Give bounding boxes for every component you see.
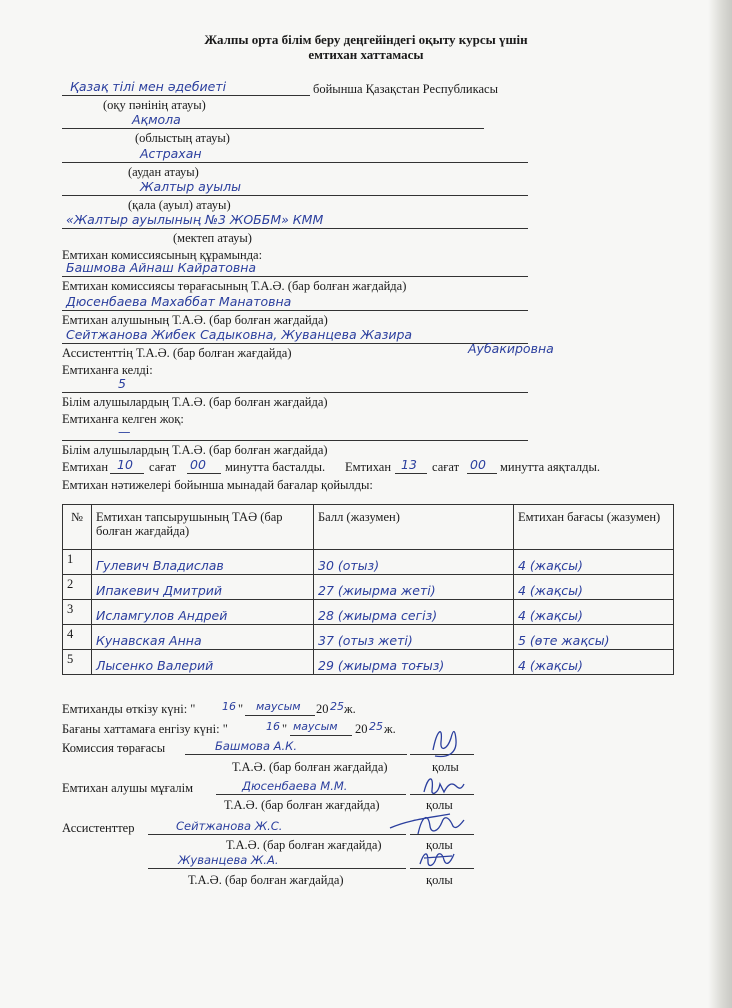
time-end-min-underline — [467, 473, 497, 474]
table-row — [63, 575, 674, 600]
assistants-underline — [62, 343, 528, 344]
assistants-caption: Ассистенттің Т.А.Ә. (бар болған жағдайда) — [62, 346, 292, 360]
chair-name-value: Башмова А.К. — [215, 739, 297, 753]
row-num: 3 — [63, 600, 92, 625]
region-underline — [62, 128, 484, 129]
assistants-value: Сейтжанова Жибек Садыковна, Жуванцева Жазира — [66, 327, 413, 342]
examiner-value: Дюсенбаева Махаббат Манатовна — [66, 294, 292, 309]
assistant2-name-underline — [148, 868, 406, 869]
row-grade: 5 (өте жақсы) — [514, 625, 674, 650]
assistant1-name-underline — [148, 834, 406, 835]
commission-chair-underline — [62, 276, 528, 277]
region-caption: (облыстың атауы) — [135, 131, 230, 145]
examiner-underline — [62, 310, 528, 311]
exam-date-label: Емтиханды өткізу күні: " — [62, 702, 196, 716]
attendance-absent-caption: Білім алушылардың Т.А.Ә. (бар болған жағдайда) — [62, 443, 328, 457]
row-num: 5 — [63, 650, 92, 675]
attendance-came-value: 5 — [118, 376, 126, 391]
header-grade: Емтихан бағасы (жазумен) — [514, 505, 674, 550]
examiner-sign-caption: қолы — [426, 798, 453, 812]
exam-date-month: маусым — [256, 700, 301, 713]
time-hour-word-1: сағат — [149, 460, 177, 474]
time-end-suffix: минутта аяқталды. — [500, 460, 601, 474]
header-num: № — [63, 505, 92, 550]
assistant2-fio-caption: Т.А.Ә. (бар болған жағдайда) — [188, 873, 344, 887]
assistant1-sign-caption: қолы — [426, 838, 453, 852]
time-end-hour: 13 — [401, 457, 417, 472]
attendance-absent-underline — [62, 440, 528, 441]
entry-date-month: маусым — [293, 720, 338, 733]
commission-chair-value: Башмова Айнаш Кайратовна — [66, 260, 257, 275]
exam-date-day: 16 — [222, 700, 236, 713]
chair-signature-icon — [425, 720, 463, 760]
row-score: 28 (жиырма сегіз) — [314, 600, 514, 625]
entry-date-day: 16 — [266, 720, 280, 733]
attendance-came-caption: Білім алушылардың Т.А.Ә. (бар болған жағдайда) — [62, 395, 328, 409]
table-row — [63, 650, 674, 675]
row-student-name: Кунавская Анна — [92, 625, 314, 650]
row-grade: 4 (жақсы) — [514, 650, 674, 675]
entry-date-year-suffix: ж. — [384, 722, 396, 736]
row-student-name: Ипакевич Дмитрий — [92, 575, 314, 600]
chair-label: Комиссия төрағасы — [62, 741, 166, 755]
district-underline — [62, 162, 528, 163]
attendance-came-label: Емтиханға келді: — [62, 363, 153, 377]
assistants-value-continuation: Аубакировна — [468, 341, 554, 356]
examiner-signature-icon — [420, 770, 466, 800]
school-underline — [62, 228, 528, 229]
row-student-name: Лысенко Валерий — [92, 650, 314, 675]
protocol-title-line2: емтихан хаттамасы — [308, 47, 424, 62]
row-grade: 4 (жақсы) — [514, 600, 674, 625]
time-start-min-underline — [187, 473, 221, 474]
district-caption: (аудан атауы) — [128, 165, 199, 179]
table-row — [63, 550, 674, 575]
entry-date-year: 25 — [369, 720, 383, 733]
row-grade: 4 (жақсы) — [514, 550, 674, 575]
results-intro: Емтихан нәтижелері бойынша мынадай бағалар қойылды: — [62, 478, 373, 492]
time-start-suffix: минутта басталды. — [225, 460, 326, 474]
header-name: Емтихан тапсырушының ТАӘ (бар болған жағдайда) — [92, 505, 314, 550]
table-row — [63, 600, 674, 625]
table-row — [63, 625, 674, 650]
row-score: 29 (жиырма тоғыз) — [314, 650, 514, 675]
attendance-came-underline — [62, 392, 528, 393]
attendance-absent-label: Емтиханға келген жоқ: — [62, 412, 184, 426]
commission-chair-caption: Емтихан комиссиясы төрағасының Т.А.Ә. (бар болған жағдайда) — [62, 279, 407, 293]
commission-label: Емтихан комиссиясының құрамында: — [62, 248, 263, 262]
entry-date-label: Бағаны хаттамаға енгізу күні: " — [62, 722, 228, 736]
attendance-absent-value: — — [118, 424, 131, 439]
examiner-name-value: Дюсенбаева М.М. — [242, 779, 348, 793]
assistants-label: Ассистенттер — [62, 821, 135, 835]
subject-suffix: бойынша Қазақстан Республикасы — [313, 82, 498, 96]
exam-date-year-prefix: 20 — [316, 702, 329, 716]
assistant1-name-value: Сейтжанова Ж.С. — [176, 819, 283, 833]
results-table — [62, 504, 674, 675]
row-student-name: Исламгулов Андрей — [92, 600, 314, 625]
row-score: 30 (отыз) — [314, 550, 514, 575]
assistant2-sign-caption: қолы — [426, 873, 453, 887]
entry-month-underline — [290, 735, 352, 736]
school-value: «Жалтыр ауылының №3 ЖОББМ» КММ — [66, 212, 324, 227]
entry-date-quote: " — [282, 722, 288, 736]
time-end-min: 00 — [470, 457, 486, 472]
row-score: 27 (жиырма жеті) — [314, 575, 514, 600]
row-num: 2 — [63, 575, 92, 600]
chair-name-underline — [185, 754, 407, 755]
row-score: 37 (отыз жеті) — [314, 625, 514, 650]
header-score: Балл (жазумен) — [314, 505, 514, 550]
subject-caption: (оқу пәнінің атауы) — [103, 98, 206, 112]
chair-sign-caption: қолы — [432, 760, 459, 774]
school-caption: (мектеп атауы) — [173, 231, 252, 245]
row-num: 1 — [63, 550, 92, 575]
exam-date-quote: " — [238, 702, 244, 716]
time-start-hour: 10 — [117, 457, 133, 472]
exam-date-year-suffix: ж. — [344, 702, 356, 716]
assistant1-signature-icon — [388, 806, 468, 838]
subject-value: Қазақ тілі мен әдебиеті — [70, 79, 227, 94]
time-start-prefix: Емтихан — [62, 460, 109, 474]
time-hour-word-2: сағат — [432, 460, 460, 474]
region-value: Ақмола — [132, 112, 181, 127]
locality-underline — [62, 195, 528, 196]
examiner-caption: Емтихан алушының Т.А.Ә. (бар болған жағдайда) — [62, 313, 328, 327]
time-end-prefix: Емтихан — [345, 460, 392, 474]
examiner-fio-caption: Т.А.Ә. (бар болған жағдайда) — [224, 798, 380, 812]
protocol-title-line1: Жалпы орта білім беру деңгейіндегі оқыту курсы үшін — [204, 32, 528, 47]
assistant1-fio-caption: Т.А.Ә. (бар болған жағдайда) — [226, 838, 382, 852]
examiner-label: Емтихан алушы мұғалім — [62, 781, 194, 795]
time-start-min: 00 — [190, 457, 206, 472]
examiner-name-underline — [216, 794, 406, 795]
locality-value: Жалтыр ауылы — [140, 179, 241, 194]
exam-date-year: 25 — [330, 700, 344, 713]
assistant2-name-value: Жуванцева Ж.А. — [178, 853, 279, 867]
page-edge-shadow — [708, 0, 732, 1008]
assistant2-signature-icon — [416, 846, 456, 872]
chair-fio-caption: Т.А.Ә. (бар болған жағдайда) — [232, 760, 388, 774]
row-grade: 4 (жақсы) — [514, 575, 674, 600]
time-end-hour-underline — [395, 473, 427, 474]
locality-caption: (қала (ауыл) атауы) — [128, 198, 231, 212]
row-num: 4 — [63, 625, 92, 650]
exam-month-underline — [245, 715, 315, 716]
entry-date-year-prefix: 20 — [355, 722, 368, 736]
results-header-row — [63, 505, 674, 550]
subject-underline — [62, 95, 310, 96]
row-student-name: Гулевич Владислав — [92, 550, 314, 575]
time-start-hour-underline — [110, 473, 144, 474]
district-value: Астрахан — [140, 146, 202, 161]
